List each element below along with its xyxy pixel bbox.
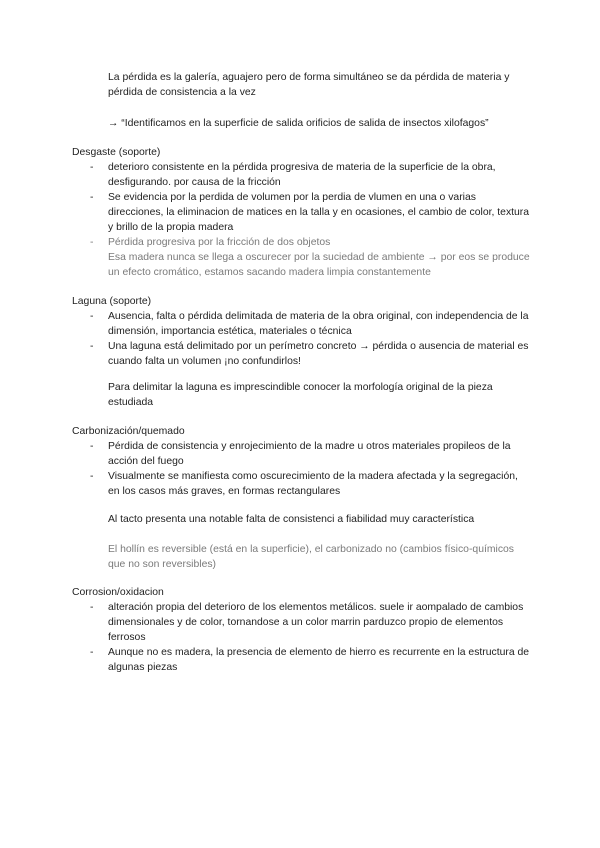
list-item: - deterioro consistente en la pérdida progresiva de materia de la superficie de la obra, desfigurando. por causa de la fricción xyxy=(90,162,496,188)
bullet-dash: - xyxy=(90,162,94,173)
desgaste-note: Esa madera nunca se llega a oscurecer por la suciedad de ambiente → por eos se produce un efecto cromático, estamos sacando madera limpia constantemente xyxy=(108,252,530,278)
laguna-note: Para delimitar la laguna es imprescindible conocer la morfología original de la pieza estudiada xyxy=(108,382,493,408)
carbonizacion-grey-note: El hollín es reversible (está en la superficie), el carbonizado no (cambios físico-químicos que no son reversibles) xyxy=(108,544,514,570)
list-item: - Aunque no es madera, la presencia de elemento de hierro es recurrente en la estructura de algunas piezas xyxy=(90,647,530,673)
list-item: - Visualmente se manifiesta como oscurecimiento de la madera afectada y la segregación, en los casos más graves, en formas rectangulares xyxy=(90,471,518,497)
bullet-dash: - xyxy=(90,441,94,452)
bullet-dash: - xyxy=(90,647,94,658)
intro-arrow-note: → “Identificamos en la superficie de salida orificios de salida de insectos xilofagos” xyxy=(108,118,489,129)
section-heading-laguna: Laguna (soporte) xyxy=(72,296,152,307)
desgaste-list xyxy=(90,160,530,280)
bullet-dash: - xyxy=(90,311,94,322)
bullet-dash: - xyxy=(90,341,94,352)
list-item: - Pérdida progresiva por la fricción de dos objetos Esa madera nunca se llega a oscurecer por la suciedad de ambiente → por eos se produce un efecto cromático, estamos sacando madera limpia constantemente xyxy=(90,237,530,278)
list-item: - Pérdida de consistencia y enrojecimiento de la madre u otros materiales propileos de la acción del fuego xyxy=(90,441,511,467)
list-item: - Se evidencia por la perdida de volumen por la perdia de vlumen en una o varias direcciones, la eliminacion de matices en la talla y en ocasiones, el cambio de color, textura y brillo de la propia madera xyxy=(90,192,530,233)
corrosion-list xyxy=(90,600,530,675)
carbonizacion-list xyxy=(90,439,530,499)
section-heading-carbonizacion: Carbonización/quemado xyxy=(72,426,185,437)
section-heading-desgaste: Desgaste (soporte) xyxy=(72,147,161,158)
list-item: - alteración propia del deterioro de los elementos metálicos. suele ir aompalado de cambios dimensionales y de color, tornandose a un color marrin parduzco propio de elementos ferrosos xyxy=(90,602,524,643)
section-heading-corrosion: Corrosion/oxidacion xyxy=(72,587,164,598)
list-item: - Ausencia, falta o pérdida delimitada de materia de la obra original, con independencia de la dimensión, importancia estética, materiales o técnica xyxy=(90,311,529,337)
laguna-list xyxy=(90,309,530,369)
bullet-dash: - xyxy=(90,602,94,613)
bullet-dash: - xyxy=(90,471,94,482)
list-item: - Una laguna está delimitado por un perímetro concreto → pérdida o ausencia de material es cuando falta un volumen ¡no confundirlos! xyxy=(90,341,529,367)
bullet-dash: - xyxy=(90,192,94,203)
carbonizacion-note: Al tacto presenta una notable falta de consistenci a fiabilidad muy característica xyxy=(108,514,475,525)
intro-paragraph: La pérdida es la galería, aguajero pero de forma simultáneo se da pérdida de materia y pérdida de consistencia a la vez xyxy=(108,72,510,98)
bullet-dash: - xyxy=(90,237,94,248)
